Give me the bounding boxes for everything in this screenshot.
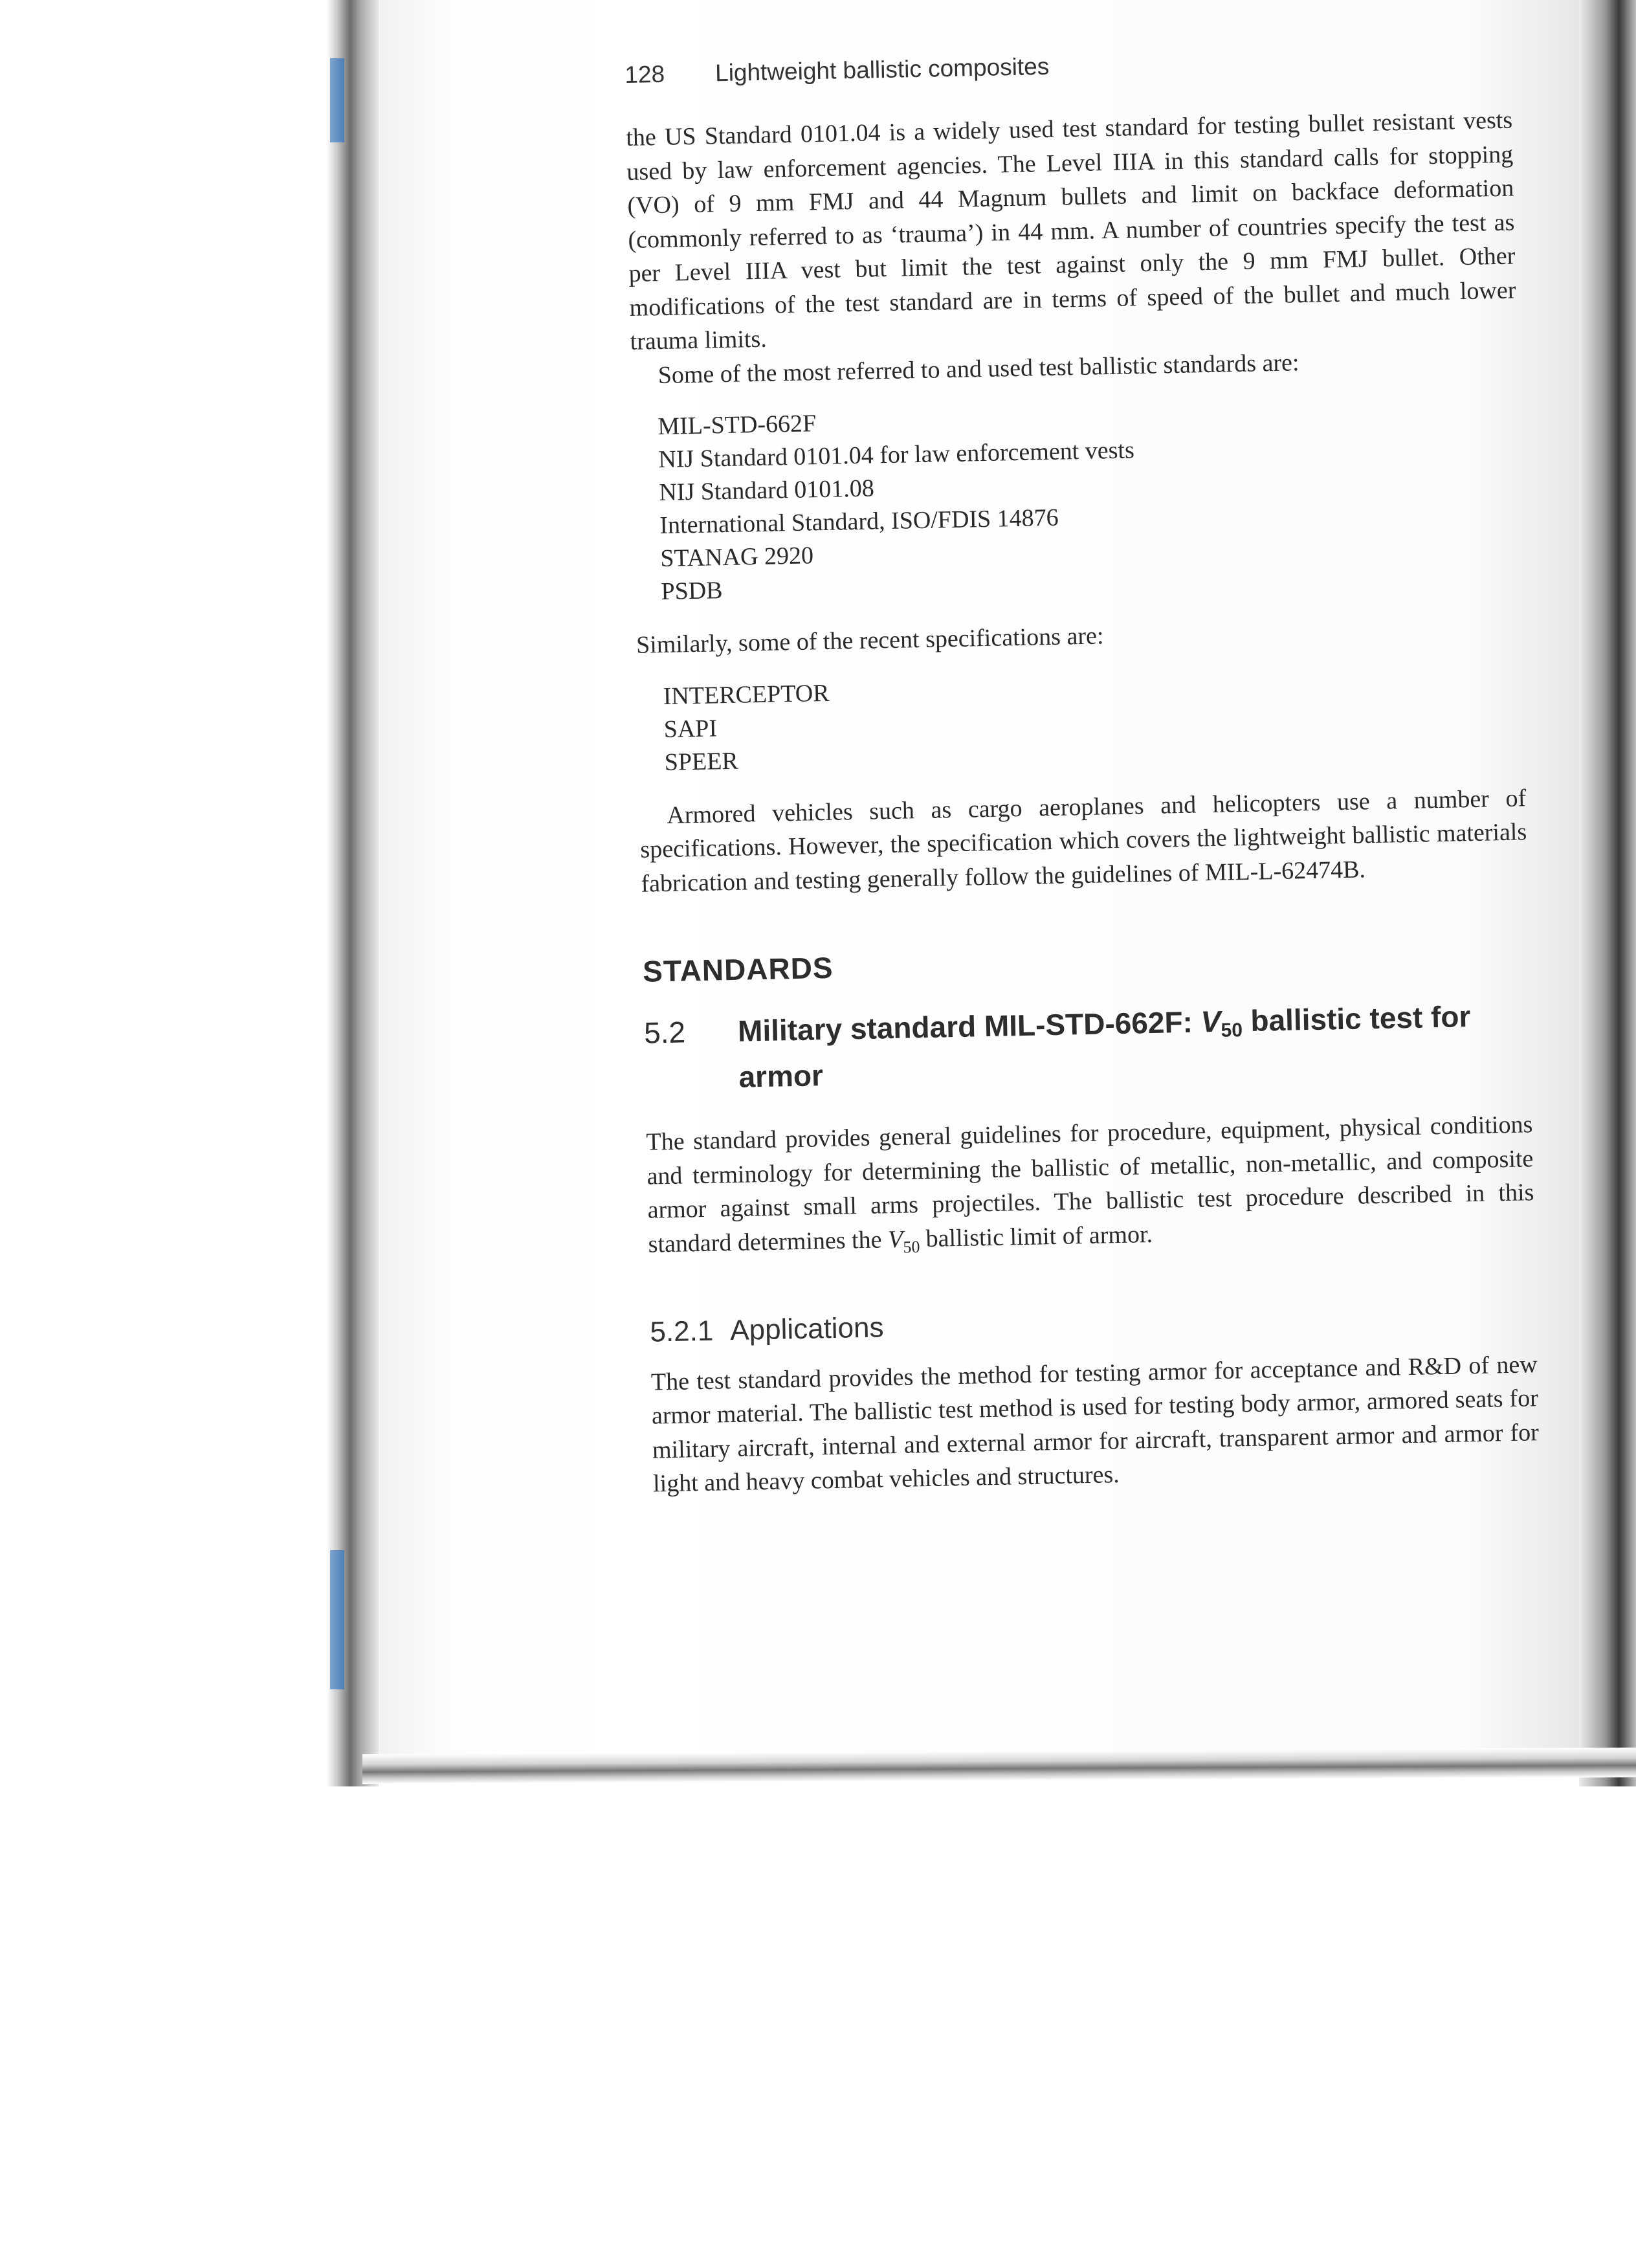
page-bottom-edge — [362, 1748, 1636, 1784]
vehicles-paragraph: Armored vehicles such as cargo aeroplanes and helicopters use a number of specifications. However, the specification which covers the lightweight ballistic materials fabrication and testing generally follow the guidelines of MIL-L-62474B. — [640, 784, 1527, 898]
list-item: INTERCEPTOR — [663, 679, 830, 710]
standards-intro: Some of the most referred to and used test ballistic standards are: — [658, 348, 1299, 389]
section-5-2-1-heading — [650, 1298, 1537, 1348]
v-symbol: V — [887, 1225, 903, 1253]
section-5-2-paragraph — [646, 1107, 1535, 1269]
section-title-suffix: ballistic test for armor — [738, 999, 1471, 1094]
page-content — [625, 44, 1540, 1502]
book-spine — [327, 0, 379, 1786]
intro-paragraph: the US Standard 0101.04 is a widely used test standard for testing bullet resistant vests used by law enforcement agencies. The Level IIIA in this standard calls for stopping (VO) of 9 mm FMJ and 44 Magnum bullets and limit on backface deformation (commonly referred to as ‘trauma’) in 44 mm. A number of countries specify the test as per Level IIIA vest but limit the test against only the 9 mm FMJ bullet. Other modifications of the test standard are in terms of speed of the bullet and much lower trauma limits. — [625, 106, 1516, 355]
section-title — [738, 997, 1532, 1095]
page-number: 128 — [625, 60, 665, 88]
list-item: MIL-STD-662F — [657, 410, 817, 441]
standards-heading: STANDARDS — [642, 950, 834, 988]
list-item: NIJ Standard 0101.08 — [658, 474, 875, 507]
spec-intro: Similarly, some of the recent specifications are: — [636, 622, 1104, 659]
list-item: SPEER — [664, 747, 739, 776]
applications-paragraph: The test standard provides the method for testing armor for acceptance and R&D of new armor material. The ballistic test method is used for testing body armor, armored seats for military aircraft, internal and external armor for aircraft, transparent armor and armor for light and heavy combat vehicles and structures. — [650, 1350, 1540, 1498]
paragraph-text: The standard provides general guidelines for procedure, equipment, physical conditions and terminology for determining the ballistic of metallic, non-metallic, and composite armor against small arms projectiles. The ballistic test procedure described in this standard determines the — [646, 1111, 1534, 1258]
subsection-number: 5.2.1 — [649, 1315, 714, 1348]
list-item: SAPI — [663, 714, 718, 743]
spec-list — [663, 663, 1525, 779]
page-right-edge — [1579, 0, 1636, 1786]
running-title: Lightweight ballistic composites — [714, 52, 1050, 87]
list-item: PSDB — [661, 577, 723, 606]
subscript-50: 50 — [903, 1237, 920, 1256]
subscript-50: 50 — [1221, 1019, 1243, 1041]
section-title-prefix: Military standard MIL-STD-662F: — [737, 1005, 1202, 1048]
subsection-title: Applications — [729, 1311, 884, 1346]
spine-blue-strip-top — [330, 58, 344, 142]
standards-list — [658, 393, 1522, 608]
v-symbol: V — [1200, 1004, 1221, 1039]
section-number: 5.2 — [643, 1015, 686, 1050]
spine-blue-strip-bottom — [330, 1550, 344, 1689]
list-item: STANAG 2920 — [660, 542, 814, 573]
v50-symbol — [887, 1225, 920, 1256]
v50-symbol — [1200, 1004, 1243, 1041]
paragraph-text: ballistic limit of armor. — [919, 1220, 1153, 1252]
list-item: NIJ Standard 0101.04 for law enforcement vests — [658, 436, 1135, 474]
list-item: International Standard, ISO/FDIS 14876 — [659, 504, 1059, 540]
section-5-2-heading — [644, 997, 1532, 1096]
